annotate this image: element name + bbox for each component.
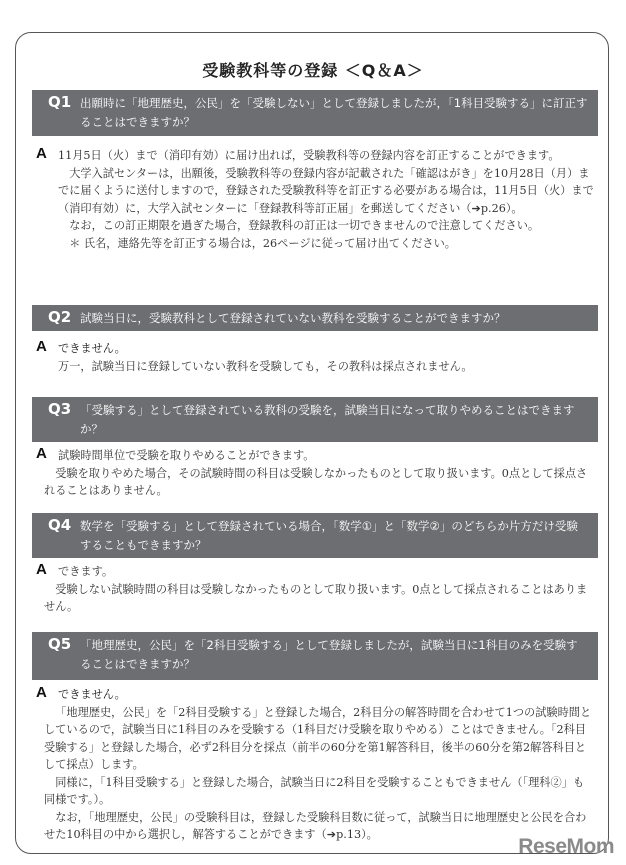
answer-lead: できます。 — [58, 565, 114, 578]
answer-5 — [36, 684, 594, 844]
question-2 — [32, 305, 598, 331]
question-number: Q2 — [48, 308, 72, 326]
question-text: 数学を「受験する」として登録されている場合，「数学①」と「数学②」のどちらか片方だけ受験することもできますか？ — [80, 519, 578, 552]
answer-label: A — [36, 561, 47, 578]
question-text: 「受験する」として登録されている教科の受験を，試験当日になって取りやめることはできますか？ — [80, 403, 575, 436]
answer-paragraph: 受験しない試験時間の科目は受験しなかったものとして取り扱います。0点として採点されることはありません。 — [44, 582, 588, 613]
answer-label: A — [36, 445, 47, 462]
answer-paragraph: 受験を取りやめた場合，その試験時間の科目は受験しなかったものとして取り扱います。0点として採点されることはありません。 — [44, 466, 588, 497]
question-4 — [32, 513, 598, 558]
answer-label: A — [36, 145, 47, 162]
answer-1 — [36, 145, 594, 252]
answer-paragraph: なお，この訂正期限を過ぎた場合，登録教科の訂正は一切できませんので注意してください。 — [69, 219, 540, 232]
question-3 — [32, 397, 598, 442]
question-1 — [32, 90, 598, 136]
question-number: Q5 — [48, 635, 72, 653]
answer-lead: できません。 — [58, 688, 126, 701]
question-number: Q1 — [48, 93, 72, 111]
question-number: Q4 — [48, 516, 72, 534]
question-text: 出願時に「地理歴史，公民」を「受験しない」として登録しましたが，「1科目受験する」に訂正することはできますか？ — [80, 96, 588, 129]
resemom-logo: ReseMom — [518, 835, 614, 858]
answer-paragraph: 万一，試験当日に登録していない教科を受験しても，その教科は採点されません。 — [58, 359, 473, 373]
answer-4 — [36, 561, 594, 616]
answer-paragraph: 同様に，「1科目受験する」と登録した場合，試験当日に2科目を受験することもできません（「理科②」も同様です。）。 — [44, 775, 585, 806]
question-text: 試験当日に，受験教科として登録されていない教科を受験することができますか？ — [80, 311, 506, 325]
answer-paragraph: 「地理歴史，公民」を「2科目受験する」と登録した場合，2科目分の解答時間を合わせて1つの試験時間としているので，試験当日に1科目のみを受験する（1科目だけ受験を取りやめる）ことはできません。「2科目受験する」と登録した場合，必ず2科目分を採点（前半の60分を第1解答科目，後半の60分を第2解答科目として採点）します。 — [44, 705, 592, 771]
answer-paragraph: 大学入試センターは，出願後，受験教科等の登録内容が記載された「確認はがき」を10月28日（月）までに届くように送付しますので，登録された受験教科等を訂正する必要がある場合は，11月5日（火）まで（消印有効）に，大学入試センターに「登録教科等訂正届」を郵送してください（➔p.26）。 — [58, 166, 594, 215]
answer-lead: 試験時間単位で受験を取りやめることができます。 — [58, 449, 315, 462]
question-text: 「地理歴史，公民」を「2科目受験する」として登録しましたが，試験当日に1科目のみを受験することはできますか？ — [80, 638, 578, 671]
answer-note: ＊ 氏名，連絡先等を訂正する場合は，26ページに従って届け出てください。 — [69, 236, 456, 250]
page-title: 受験教科等の登録 ＜Q＆A＞ — [202, 61, 424, 80]
question-5 — [32, 632, 598, 680]
answer-label: A — [36, 684, 47, 701]
answer-3 — [36, 445, 594, 500]
answer-lead: できません。 — [58, 342, 126, 355]
answer-paragraph: なお，「地理歴史，公民」の受験科目は，登録した受験科目数に従って，試験当日に地理歴史と公民を合わせた10科目の中から選択し，解答することができます（➔p.13）。 — [44, 810, 587, 841]
answer-2 — [36, 338, 594, 375]
answer-label: A — [36, 338, 47, 355]
question-number: Q3 — [48, 400, 72, 418]
answer-lead: 11月5日（火）まで（消印有効）に届け出れば，受験教科等の登録内容を訂正することができます。 — [58, 149, 560, 162]
